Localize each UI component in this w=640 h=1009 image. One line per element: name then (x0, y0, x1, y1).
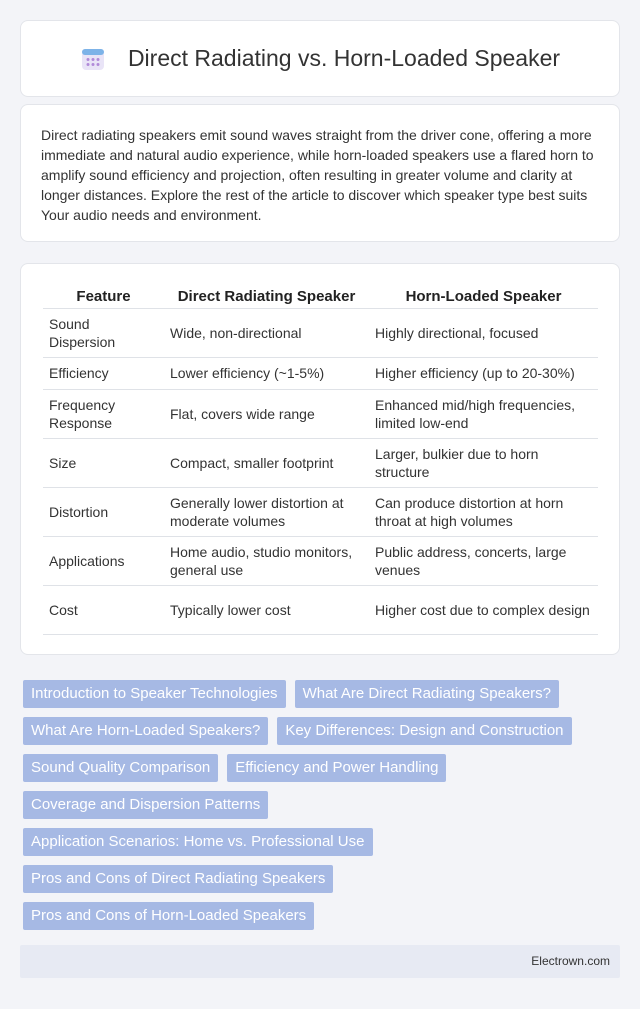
table-cell-feature: Efficiency (43, 357, 164, 389)
title-card (20, 20, 620, 97)
intro-paragraph: Direct radiating speakers emit sound waves straight from the driver cone, offering a more immediate and natural audio experience, while horn-loaded speakers use a flared horn to amplify sound efficiency and projection, often resulting in greater volume and clarity at longer distances. Explore the rest of the article to discover which speaker type best suits Your audio needs and environment. (41, 127, 594, 223)
tag-pros-cons-direct[interactable]: Pros and Cons of Direct Radiating Speakers (23, 865, 333, 893)
tag-coverage[interactable]: Coverage and Dispersion Patterns (23, 791, 268, 819)
table-cell-direct: Lower efficiency (~1-5%) (164, 357, 369, 389)
table-cell-feature: Distortion (43, 487, 164, 536)
table-row (43, 536, 598, 585)
calendar-grid-icon (80, 46, 106, 72)
table-row (43, 357, 598, 389)
table-cell-direct: Home audio, studio monitors, general use (164, 536, 369, 585)
tag-key-differences[interactable]: Key Differences: Design and Construction (277, 717, 571, 745)
table-cell-feature: Size (43, 438, 164, 487)
tag-sound-quality[interactable]: Sound Quality Comparison (23, 754, 218, 782)
table-row (43, 438, 598, 487)
table-cell-feature: Cost (43, 585, 164, 634)
table-cell-direct: Compact, smaller footprint (164, 438, 369, 487)
tag-introduction[interactable]: Introduction to Speaker Technologies (23, 680, 286, 708)
table-cell-direct: Flat, covers wide range (164, 389, 369, 438)
tag-pros-cons-horn[interactable]: Pros and Cons of Horn-Loaded Speakers (23, 902, 314, 930)
comparison-table (43, 286, 598, 635)
table-cell-horn: Enhanced mid/high frequencies, limited low-end (369, 389, 598, 438)
table-row (43, 585, 598, 634)
table-cell-horn: Higher efficiency (up to 20-30%) (369, 357, 598, 389)
table-header-horn: Horn-Loaded Speaker (369, 286, 598, 308)
table-header-feature: Feature (43, 286, 164, 308)
table-cell-horn: Highly directional, focused (369, 308, 598, 357)
tag-horn-loaded[interactable]: What Are Horn-Loaded Speakers? (23, 717, 268, 745)
table-row (43, 308, 598, 357)
table-cell-direct: Generally lower distortion at moderate volumes (164, 487, 369, 536)
tag-direct-radiating[interactable]: What Are Direct Radiating Speakers? (295, 680, 559, 708)
table-row (43, 487, 598, 536)
footer-site-name: Electrown.com (531, 954, 610, 968)
table-header-row (43, 286, 598, 308)
page-title: Direct Radiating vs. Horn-Loaded Speaker (127, 45, 561, 71)
tag-efficiency[interactable]: Efficiency and Power Handling (227, 754, 446, 782)
table-cell-horn: Public address, concerts, large venues (369, 536, 598, 585)
tag-application-scenarios[interactable]: Application Scenarios: Home vs. Professional Use (23, 828, 373, 856)
table-cell-feature: Applications (43, 536, 164, 585)
table-cell-horn: Can produce distortion at horn throat at high volumes (369, 487, 598, 536)
table-cell-horn: Larger, bulkier due to horn structure (369, 438, 598, 487)
table-cell-direct: Typically lower cost (164, 585, 369, 634)
comparison-table-card (20, 263, 620, 655)
table-header-direct: Direct Radiating Speaker (164, 286, 369, 308)
topic-tags (23, 680, 620, 930)
table-row (43, 389, 598, 438)
table-cell-feature: Sound Dispersion (43, 308, 164, 357)
intro-card (20, 104, 620, 242)
table-cell-feature: Frequency Response (43, 389, 164, 438)
table-cell-direct: Wide, non-directional (164, 308, 369, 357)
footer (20, 945, 620, 978)
table-cell-horn: Higher cost due to complex design (369, 585, 598, 634)
